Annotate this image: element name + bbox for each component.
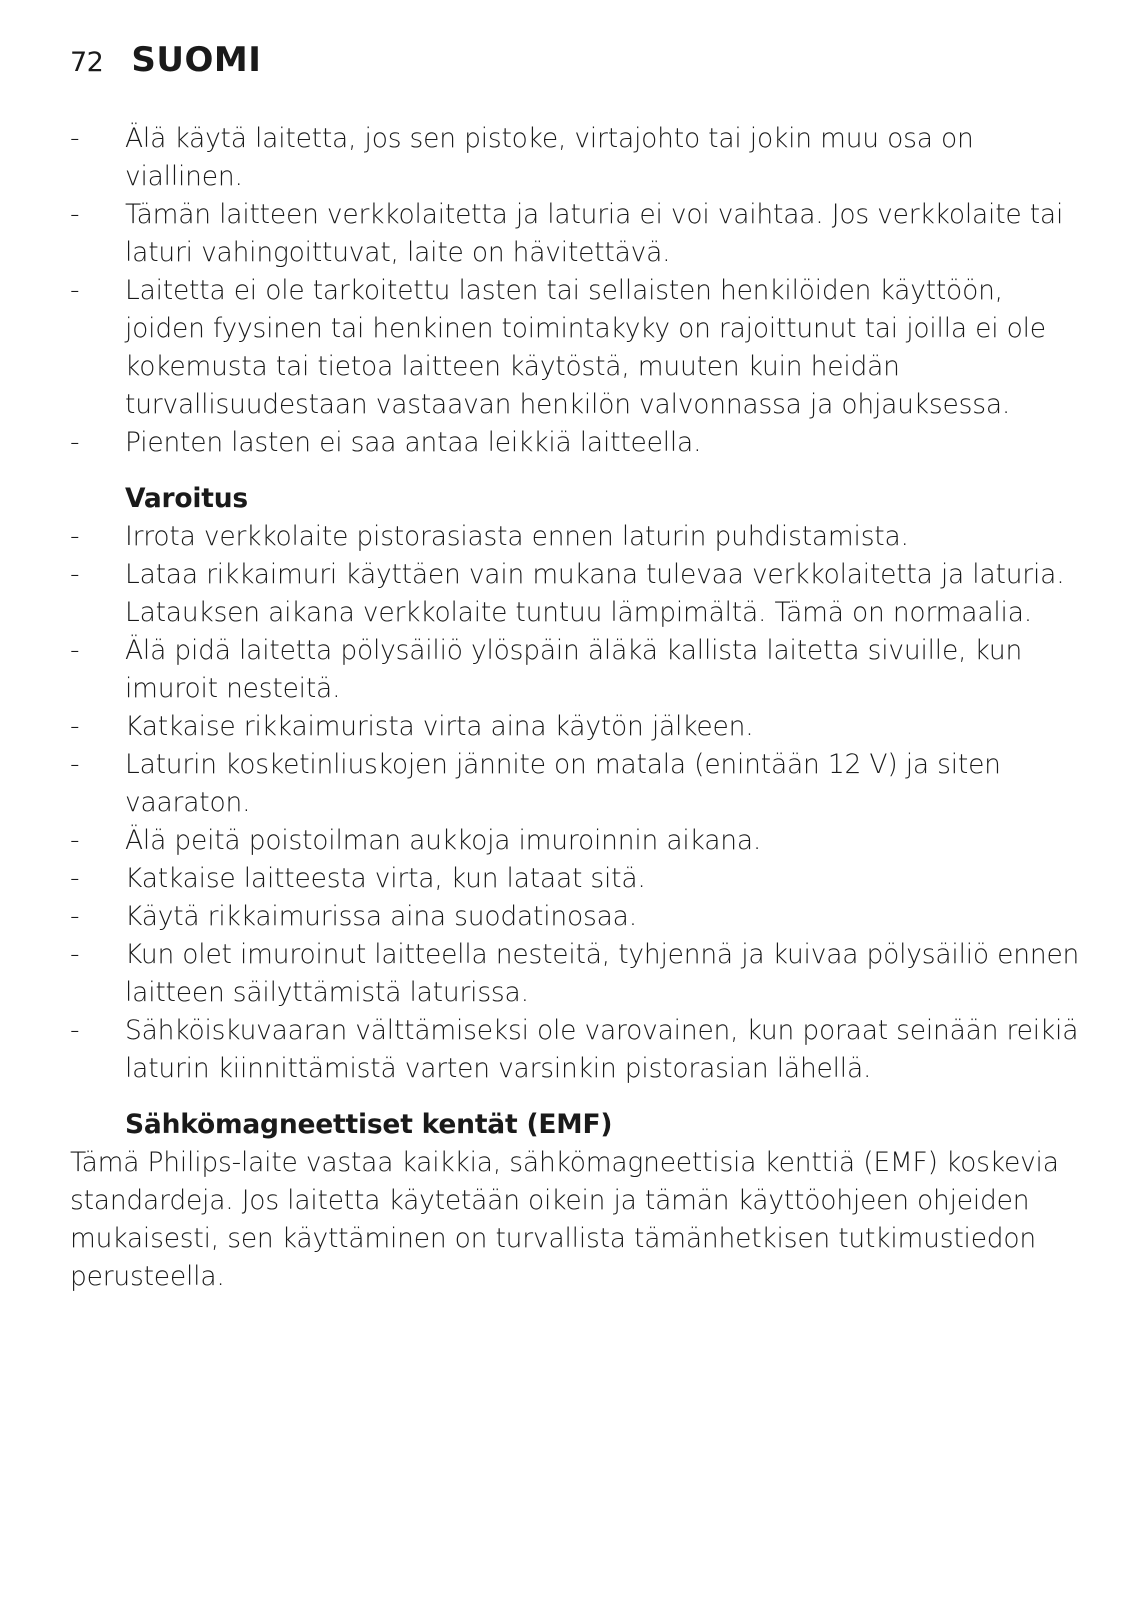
list-item: [70, 822, 1080, 860]
list-item: [70, 708, 1080, 746]
list-item-text: Käytä rikkaimurissa aina suodatinosaa.: [125, 901, 637, 932]
bullet-dash: -: [70, 901, 80, 932]
page-header: [70, 40, 261, 90]
list-item-text: Irrota verkkolaite pistorasiasta ennen laturin puhdistamista.: [125, 521, 909, 552]
list-item: [70, 1012, 1080, 1088]
bullet-dash: -: [70, 863, 80, 894]
list-item-text: Tämän laitteen verkkolaitetta ja laturia ei voi vaihtaa. Jos verkkolaite tai laturi vahingoittuvat, laite on hävitettävä.: [125, 199, 1064, 268]
warning-heading: Varoitus: [125, 483, 249, 514]
list-item: [70, 556, 1080, 632]
list-item-text: Älä pidä laitetta pölysäiliö ylöspäin äläkä kallista laitetta sivuille, kun imuroit nesteitä.: [125, 635, 1023, 704]
list-item-text: Sähköiskuvaaran välttämiseksi ole varovainen, kun poraat seinään reikiä laturin kiinnittämistä varten varsinkin pistorasian lähellä.: [125, 1015, 1079, 1084]
emf-heading: Sähkömagneettiset kentät (EMF): [125, 1109, 613, 1140]
bullet-dash: -: [70, 711, 80, 742]
list-item: [70, 272, 1080, 424]
bullet-dash: -: [70, 825, 80, 856]
list-item-text: Laitetta ei ole tarkoitettu lasten tai sellaisten henkilöiden käyttöön, joiden fyysinen tai henkinen toimintakyky on rajoittunut tai joilla ei ole kokemusta tai tietoa laitteen käytöstä, muuten kuin heidän turvallisuudestaan vastaavan henkilön valvonnassa ja ohjauksessa.: [125, 275, 1046, 420]
list-item-text: Katkaise rikkaimurista virta aina käytön jälkeen.: [125, 711, 754, 742]
bullet-dash: -: [70, 749, 80, 780]
bullet-dash: -: [70, 939, 80, 970]
list-item-text: Lataa rikkaimuri käyttäen vain mukana tulevaa verkkolaitetta ja laturia. Latauksen aikana verkkolaite tuntuu lämpimältä. Tämä on normaalia.: [125, 559, 1065, 628]
list-item: [70, 860, 1080, 898]
list-item-text: Älä peitä poistoilman aukkoja imuroinnin aikana.: [125, 825, 762, 856]
list-item: [70, 898, 1080, 936]
bullet-dash: -: [70, 1015, 80, 1046]
bullet-dash: -: [70, 559, 80, 590]
list-item-text: Älä käytä laitetta, jos sen pistoke, virtajohto tai jokin muu osa on viallinen.: [125, 123, 974, 192]
list-item-text: Laturin kosketinliuskojen jännite on matala (enintään 12 V) ja siten vaaraton.: [125, 749, 1001, 818]
bullet-dash: -: [70, 427, 80, 458]
page-content: [70, 120, 1080, 1296]
list-item: [70, 196, 1080, 272]
list-item: [70, 632, 1080, 708]
list-item: [70, 120, 1080, 196]
bullet-dash: -: [70, 275, 80, 306]
section-title: SUOMI: [131, 40, 262, 80]
list-item: [70, 424, 1080, 462]
bullet-dash: -: [70, 521, 80, 552]
list-item: [70, 518, 1080, 556]
list-item-text: Katkaise laitteesta virta, kun lataat sitä.: [125, 863, 646, 894]
page-number: 72: [70, 47, 104, 78]
list-item-text: Kun olet imuroinut laitteella nesteitä, tyhjennä ja kuivaa pölysäiliö ennen laitteen säilyttämistä laturissa.: [125, 939, 1080, 1008]
bullet-dash: -: [70, 123, 80, 154]
list-item: [70, 746, 1080, 822]
bullet-dash: -: [70, 199, 80, 230]
list-item-text: Pienten lasten ei saa antaa leikkiä laitteella.: [125, 427, 702, 458]
bullet-dash: -: [70, 635, 80, 666]
emf-paragraph: Tämä Philips-laite vastaa kaikkia, sähkömagneettisia kenttiä (EMF) koskevia standardeja. Jos laitetta käytetään oikein ja tämän käyttöohjeen ohjeiden mukaisesti, sen käyttäminen on turvallista tämänhetkisen tutkimustiedon perusteella.: [70, 1147, 1059, 1292]
list-item: [70, 936, 1080, 1012]
